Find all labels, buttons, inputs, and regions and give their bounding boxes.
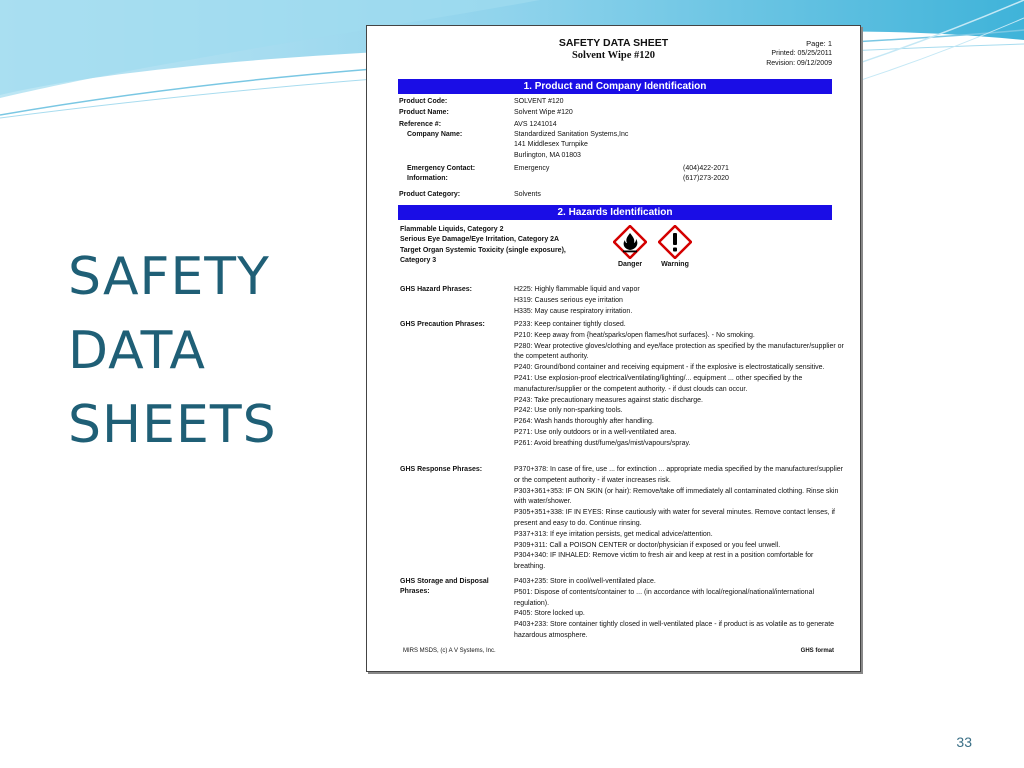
hazard-category: Target Organ Systemic Toxicity (single exposure), <box>400 246 566 254</box>
storage-phrase: P501: Dispose of contents/container to ... (in accordance with local/regional/national/international regulation). <box>514 588 815 607</box>
emergency-phone: (404)422-2071 <box>683 165 729 172</box>
slide-number: 33 <box>956 734 972 750</box>
hazard-phrase: H319: Causes serious eye irritation <box>514 296 623 304</box>
product-code-label: Product Code: <box>399 98 448 105</box>
storage-phrase: P403+235: Store in cool/well-ventilated place. <box>514 578 656 585</box>
precaution-phrase: P240: Ground/bond container and receiving equipment - if the explosive is electrostatically sensitive. <box>514 364 825 372</box>
storage-phrase: P403+233: Store container tightly closed in well-ventilated place - if product is as volatile as to generate hazardous atmosphere. <box>514 621 835 639</box>
precaution-phrase: P271: Use only outdoors or in a well-ventilated area. <box>514 428 677 436</box>
reference-value: AVS 1241014 <box>514 121 557 128</box>
company-name-label: Company Name: <box>407 131 463 138</box>
company-address-line: Standardized Sanitation Systems,Inc <box>514 131 629 138</box>
precaution-phrase: P210: Keep away from {heat/sparks/open flames/hot surfaces}. - No smoking. <box>514 331 755 339</box>
ghs-response-phrases <box>514 465 844 573</box>
company-address <box>514 130 628 161</box>
company-address-line: 141 Middlesex Turnpike <box>514 141 588 149</box>
slide-title-line: SHEETS <box>68 395 277 455</box>
hazard-phrase: H335: May cause respiratory irritation. <box>514 307 633 315</box>
precaution-phrase: P233: Keep container tightly closed. <box>514 321 626 328</box>
document-footer-copyright: MIRS MSDS, (c) A V Systems, Inc. <box>403 648 496 654</box>
hazard-phrase: H225: Highly flammable liquid and vapor <box>514 286 640 293</box>
precaution-phrase: P243: Take precautionary measures against static discharge. <box>514 396 703 404</box>
page-indicator: Page: 1 <box>806 39 832 48</box>
ghs-response-phrases-label: GHS Response Phrases: <box>400 466 483 473</box>
precaution-phrase: P241: Use explosion-proof electrical/ventilating/lighting/... equipment ... other specified by the manufacturer/supplier or the competent authority. - if dust clouds can occur. <box>514 374 803 393</box>
response-phrase: P309+311: Call a POISON CENTER or doctor/physician if exposed or you feel unwell. <box>514 541 781 549</box>
response-phrase: P370+378: In case of fire, use ... for extinction ... appropriate media specified by the manufacturer/supplier or the competent authority - if water increases risk. <box>514 466 843 484</box>
hazard-category: Flammable Liquids, Category 2 <box>400 226 504 233</box>
hazard-categories <box>400 225 600 267</box>
hazard-category: Serious Eye Damage/Eye Irritation, Category 2A <box>400 236 560 244</box>
precaution-phrase: P242: Use only non-sparking tools. <box>514 407 623 415</box>
ghs-hazard-phrases <box>514 285 844 317</box>
slide-title-line: SAFETY <box>68 247 270 307</box>
precaution-phrase: P261: Avoid breathing dust/fume/gas/mist/vapours/spray. <box>514 439 691 447</box>
storage-label-line: Phrases: <box>400 588 430 596</box>
product-code-value: SOLVENT #120 <box>514 98 564 105</box>
emergency-phones <box>683 164 729 185</box>
emergency-contact-label-line: Information: <box>407 175 448 183</box>
storage-phrase: P405: Store locked up. <box>514 610 585 618</box>
emergency-contact-label <box>407 164 475 185</box>
pictogram-warning <box>655 225 695 268</box>
slide-title-line: DATA <box>68 321 206 381</box>
ghs-storage-disposal-label <box>400 577 489 598</box>
exclamation-pictogram-icon <box>658 225 692 259</box>
product-category-label: Product Category: <box>399 191 461 198</box>
document-header <box>367 26 860 78</box>
emergency-contact-label-line: Emergency Contact: <box>407 165 476 172</box>
reference-label: Reference #: <box>399 121 442 128</box>
document-footer-format: GHS format <box>800 648 834 654</box>
section-1-heading: 1. Product and Company Identification <box>398 79 832 94</box>
document-title: SAFETY DATA SHEET <box>558 37 669 49</box>
ghs-hazard-phrases-label: GHS Hazard Phrases: <box>400 286 472 293</box>
revision-date: Revision: 09/12/2009 <box>766 60 832 67</box>
pictogram-caption: Danger <box>617 261 643 268</box>
printed-date: Printed: 05/25/2011 <box>771 50 832 57</box>
response-phrase: P337+313: If eye irritation persists, get medical advice/attention. <box>514 530 713 538</box>
product-name-value: Solvent Wipe #120 <box>514 109 573 116</box>
response-phrase: P304+340: IF INHALED: Remove victim to fresh air and keep at rest in a position comfortable for breathing. <box>514 552 814 571</box>
flame-pictogram-icon <box>613 225 647 259</box>
pictogram-caption: Warning <box>661 261 689 268</box>
ghs-precaution-phrases-label: GHS Precaution Phrases: <box>400 321 485 328</box>
hazard-category: Category 3 <box>400 257 437 265</box>
response-phrase: P305+351+338: IF IN EYES: Rinse cautiously with water for several minutes. Remove contact lenses, if present and easy to do. Continue rinsing. <box>514 509 835 527</box>
emergency-phone: (617)273-2020 <box>683 175 729 183</box>
document-subtitle: Solvent Wipe #120 <box>571 50 656 61</box>
document-meta <box>766 39 832 69</box>
precaution-phrase: P264: Wash hands thoroughly after handling. <box>514 418 654 426</box>
storage-label-line: GHS Storage and Disposal <box>400 578 489 585</box>
product-name-label: Product Name: <box>399 109 449 116</box>
emergency-value: Emergency <box>514 165 550 172</box>
ghs-storage-disposal-phrases <box>514 577 844 642</box>
company-address-line: Burlington, MA 01803 <box>514 151 581 159</box>
ghs-precaution-phrases <box>514 320 844 450</box>
safety-data-sheet-document <box>366 25 861 672</box>
response-phrase: P303+361+353: IF ON SKIN (or hair): Remove/take off immediately all contaminated clothing. Rinse skin with water/shower. <box>514 487 839 506</box>
product-category-value: Solvents <box>514 191 541 198</box>
precaution-phrase: P280: Wear protective gloves/clothing and eye/face protection as specified by the manufacturer/supplier or the competent authority. <box>514 342 844 361</box>
section-2-heading: 2. Hazards Identification <box>398 205 832 220</box>
pictogram-danger <box>610 225 650 268</box>
slide-title <box>68 240 328 462</box>
